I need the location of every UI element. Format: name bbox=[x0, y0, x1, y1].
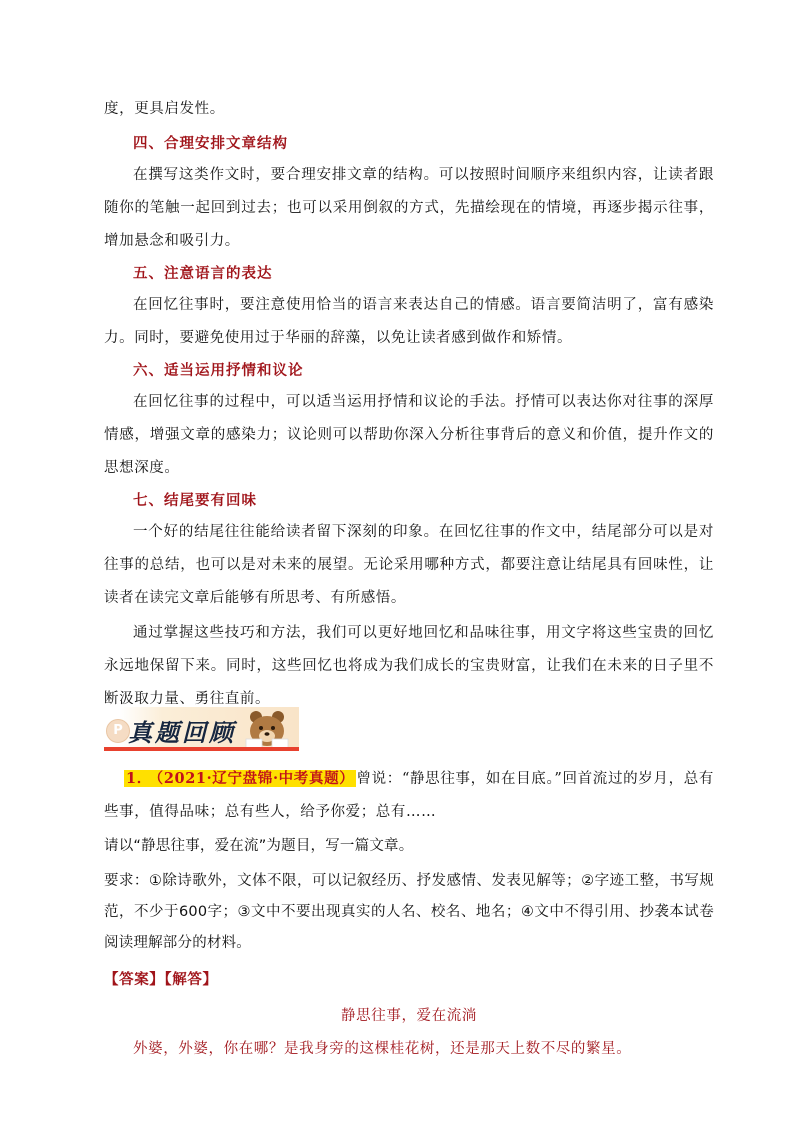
question-intro bbox=[104, 762, 714, 829]
section-heading-6: 六、适当运用抒情和议论 bbox=[133, 362, 304, 379]
essay-first-line: 外婆，外婆，你在哪？是我身旁的这棵桂花树，还是那天上数不尽的繁星。 bbox=[133, 1041, 632, 1057]
bear-mascot-icon bbox=[242, 709, 292, 749]
section-heading-7: 七、结尾要有回味 bbox=[133, 492, 257, 509]
question-number: 1． bbox=[126, 770, 152, 787]
question-prompt: 请以“静思往事，爱在流”为题目，写一篇文章。 bbox=[104, 838, 414, 854]
section-heading-5: 五、注意语言的表达 bbox=[133, 265, 273, 282]
question-requirements: 要求：①除诗歌外，文体不限，可以记叙经历、抒发感情、发表见解等；②字迹工整，书写规范，不少于600字；③文中不要出现真实的人名、校名、地名；④文中不得引用、抄袭本试卷阅读理解部分的材料。 bbox=[104, 873, 714, 951]
section-body-4: 在撰写这类作文时，要合理安排文章的结构。可以按照时间顺序来组织内容，让读者跟随你的笔触一起回到过去；也可以采用倒叙的方式，先描绘现在的情境，再逐步揭示往事，增加悬念和吸引力。 bbox=[104, 167, 714, 249]
coin-p-icon: P bbox=[106, 719, 130, 743]
paragraph-continued: 度，更具启发性。 bbox=[104, 101, 225, 117]
essay-title: 静思往事，爱在流淌 bbox=[341, 1008, 477, 1024]
question-source: （2021·辽宁盘锦·中考真题） bbox=[155, 770, 355, 787]
question-text: 曾说：“静思往事，如在目底。”回首流过的岁月，总有些事，值得品味；总有些人，给予你爱；总有…… bbox=[104, 771, 715, 820]
section-banner bbox=[104, 707, 299, 751]
section-body-6: 在回忆往事的过程中，可以适当运用抒情和议论的手法。抒情可以表达你对往事的深厚情感，增强文章的感染力；议论则可以帮助你深入分析往事背后的意义和价值，提升作文的思想深度。 bbox=[104, 394, 714, 476]
question-block bbox=[104, 762, 714, 1066]
banner-title: 真题回顾 bbox=[128, 719, 236, 747]
section-body-7: 一个好的结尾往往能给读者留下深刻的印象。在回忆往事的作文中，结尾部分可以是对往事的总结，也可以是对未来的展望。无论采用哪种方式，都要注意让结尾具有回味性，让读者在读完文章后能够有所思考、有所感悟。 bbox=[104, 524, 714, 606]
section-body-5: 在回忆往事时，要注意使用恰当的语言来表达自己的情感。语言要简洁明了，富有感染力。同时，要避免使用过于华丽的辞藻，以免让读者感到做作和矫情。 bbox=[104, 297, 714, 346]
banner-underline bbox=[104, 747, 299, 751]
closing-paragraph: 通过掌握这些技巧和方法，我们可以更好地回忆和品味往事，用文字将这些宝贵的回忆永远地保留下来。同时，这些回忆也将成为我们成长的宝贵财富，让我们在未来的日子里不断汲取力量、勇往直前。 bbox=[104, 625, 714, 707]
text-column bbox=[104, 93, 714, 716]
section-heading-4: 四、合理安排文章结构 bbox=[133, 135, 288, 152]
answer-label: 【答案】【解答】 bbox=[104, 971, 218, 988]
